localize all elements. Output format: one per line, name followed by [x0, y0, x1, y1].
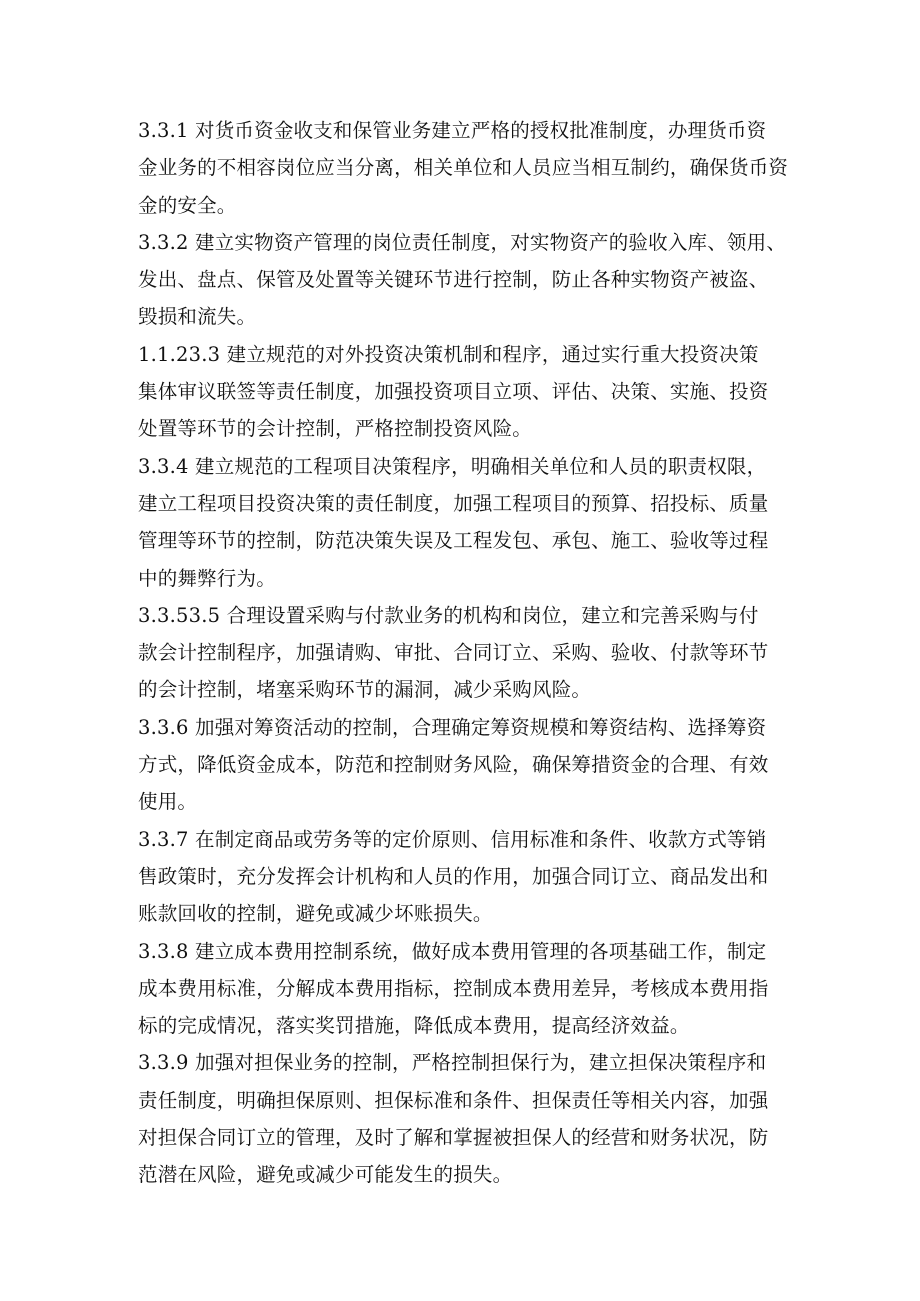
text-line: 建立工程项目投资决策的责任制度，加强工程项目的预算、招投标、质量 [138, 491, 769, 515]
paragraph-3-3-9 [138, 1044, 790, 1193]
text-line: 1.1.23.3 建立规范的对外投资决策机制和程序，通过实行重大投资决策 [138, 342, 759, 366]
text-line: 责任制度，明确担保原则、担保标准和条件、担保责任等相关内容，加强 [138, 1088, 769, 1112]
text-line: 范潜在风险，避免或减少可能发生的损失。 [138, 1163, 513, 1187]
paragraph-3-3-2 [138, 224, 790, 336]
paragraph-3-3-6 [138, 709, 790, 821]
paragraph-3-3-7 [138, 821, 790, 933]
text-line: 3.3.4 建立规范的工程项目决策程序，明确相关单位和人员的职责权限， [138, 454, 767, 478]
text-line: 方式，降低资金成本，防范和控制财务风险，确保筹措资金的合理、有效 [138, 753, 769, 777]
text-line: 金业务的不相容岗位应当分离，相关单位和人员应当相互制约，确保货币资 [138, 156, 789, 180]
text-line: 3.3.7 在制定商品或劳务等的定价原则、信用标准和条件、收款方式等销 [138, 827, 767, 851]
text-line: 金的安全。 [138, 193, 237, 217]
text-line: 成本费用标准，分解成本费用指标，控制成本费用差异，考核成本费用指 [138, 976, 769, 1000]
text-line: 3.3.9 加强对担保业务的控制，严格控制担保行为，建立担保决策程序和 [138, 1051, 767, 1075]
paragraph-3-3-4 [138, 448, 790, 597]
text-line: 中的舞弊行为。 [138, 566, 276, 590]
text-line: 集体审议联签等责任制度，加强投资项目立项、评估、决策、实施、投资 [138, 380, 769, 404]
text-line: 3.3.53.5 合理设置采购与付款业务的机构和岗位，建立和完善采购与付 [138, 603, 759, 627]
text-line: 款会计控制程序，加强请购、审批、合同订立、采购、验收、付款等环节 [138, 641, 769, 665]
text-line: 3.3.2 建立实物资产管理的岗位责任制度，对实物资产的验收入库、领用、 [138, 230, 787, 254]
text-line: 发出、盘点、保管及处置等关键环节进行控制，防止各种实物资产被盗、 [138, 268, 769, 292]
text-line: 对担保合同订立的管理，及时了解和掌握被担保人的经营和财务状况，防 [138, 1126, 769, 1150]
text-line: 3.3.6 加强对筹资活动的控制，合理确定筹资规模和筹资结构、选择筹资 [138, 715, 767, 739]
text-line: 管理等环节的控制，防范决策失误及工程发包、承包、施工、验收等过程 [138, 529, 769, 553]
text-line: 使用。 [138, 790, 198, 814]
paragraph-3-3-3 [138, 336, 790, 448]
text-line: 毁损和流失。 [138, 305, 257, 329]
text-line: 账款回收的控制，避免或减少坏账损失。 [138, 902, 493, 926]
text-line: 标的完成情况，落实奖罚措施，降低成本费用，提高经济效益。 [138, 1014, 690, 1038]
text-line: 售政策时，充分发挥会计机构和人员的作用，加强合同订立、商品发出和 [138, 864, 769, 888]
paragraph-3-3-8 [138, 933, 790, 1045]
text-line: 3.3.1 对货币资金收支和保管业务建立严格的授权批准制度，办理货币资 [138, 119, 767, 142]
text-line: 处置等环节的会计控制，严格控制投资风险。 [138, 417, 533, 441]
document-body [138, 112, 790, 1194]
text-line: 的会计控制，堵塞采购环节的漏洞，减少采购风险。 [138, 678, 592, 702]
text-line: 3.3.8 建立成本费用控制系统，做好成本费用管理的各项基础工作，制定 [138, 939, 767, 963]
paragraph-3-3-1 [138, 112, 790, 224]
paragraph-3-3-5 [138, 597, 790, 709]
